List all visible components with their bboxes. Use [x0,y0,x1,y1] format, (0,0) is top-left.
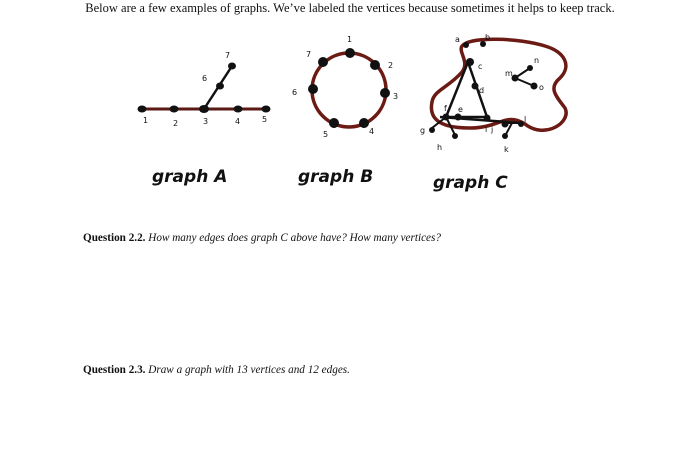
graph-c-label-k: k [504,145,509,154]
question-2-2-text: How many edges does graph C above have? How many vertices? [148,232,441,244]
question-2-2-number: Question 2.2. [83,232,146,244]
graph-c-label-e: e [458,105,463,114]
graph-c-label-j: j [491,125,494,134]
graph-b-label-3: 3 [393,92,399,101]
graph-a-label-7: 7 [225,51,231,60]
graph-c-label-n: n [534,56,540,65]
graph-c [420,33,566,193]
graph-c-label-o: o [539,83,544,92]
graph-c-label-b: b [485,33,491,42]
graph-c-label-h: h [437,143,443,152]
graph-b-label-1: 1 [347,35,353,44]
graph-a-label-4: 4 [235,117,241,126]
question-2-3-number: Question 2.3. [83,364,146,376]
graph-b-label-4: 4 [369,127,375,136]
graph-a-label-3: 3 [203,117,209,126]
graph-c-label-m: m [505,69,513,78]
graph-c-label-f: f [444,104,447,113]
graph-a [138,51,271,187]
graph-b-label-5: 5 [323,130,329,139]
graph-b-label-7: 7 [306,50,312,59]
graph-b-label-6: 6 [292,88,298,97]
graph-c-label-i: i [485,125,488,134]
graph-a-label-1: 1 [143,116,149,125]
question-2-3-text: Draw a graph with 13 vertices and 12 edges. [148,364,350,376]
intro-text: Below are a few examples of graphs. We’ve labeled the vertices because sometimes it helps to keep track. [85,1,615,15]
graph-a-label-6: 6 [202,74,208,83]
graph-b-label-2: 2 [388,61,394,70]
graph-a-name: graph A [152,167,228,187]
graph-c-label-c: c [478,62,483,71]
graph-a-label-2: 2 [173,119,179,128]
graphs-figure [0,0,700,200]
graph-a-label-5: 5 [262,115,268,124]
graph-b-name: graph B [298,167,374,187]
graph-c-label-l: l [524,115,527,124]
graph-b [292,35,398,187]
question-2-3 [83,364,350,376]
graph-c-label-d: d [479,86,485,95]
graph-c-label-a: a [455,35,460,44]
question-2-2 [83,232,441,244]
graph-c-label-g: g [420,126,426,135]
graph-c-name: graph C [433,173,508,193]
